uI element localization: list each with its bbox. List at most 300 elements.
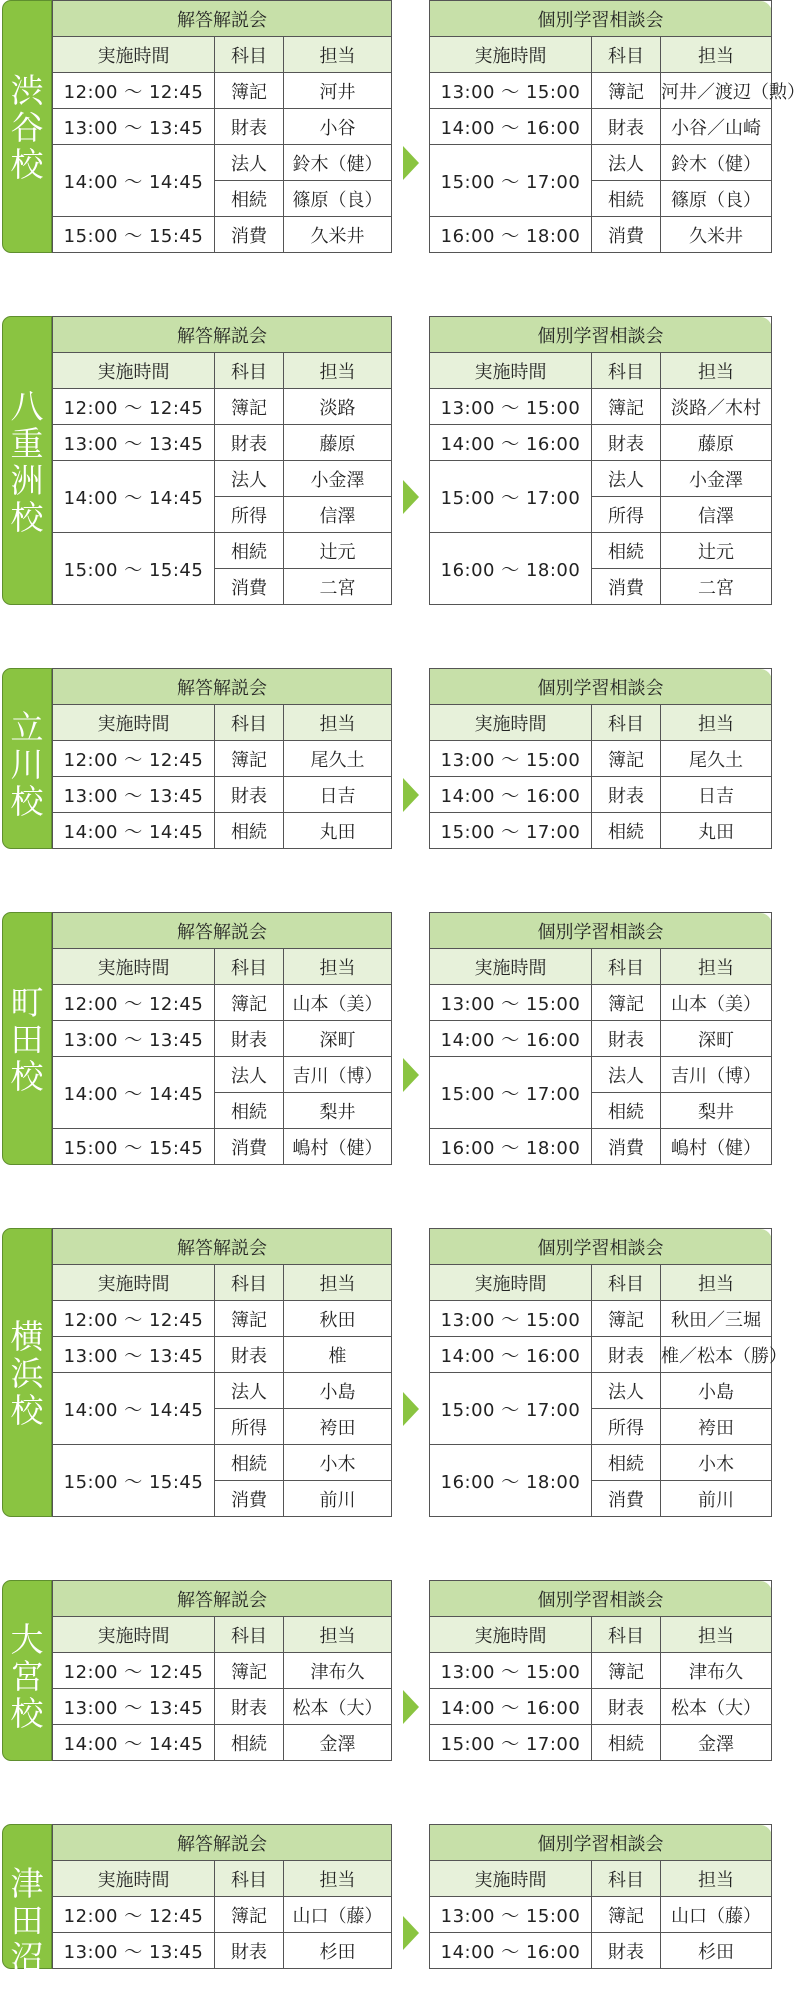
campus-name-char: 宮 — [10, 1657, 44, 1696]
time-slot: 13:00 ～ 15:00 — [430, 741, 592, 777]
table-row — [53, 1373, 392, 1409]
subject-cell: 消費 — [215, 217, 284, 253]
time-slot: 16:00 ～ 18:00 — [430, 533, 592, 605]
campus-name-char: 田 — [10, 1020, 44, 1059]
subject-cell: 簿記 — [592, 985, 661, 1021]
left-schedule-table — [52, 316, 392, 605]
campus-name-char: 校 — [10, 1391, 44, 1430]
staff-cell: 小島 — [284, 1373, 392, 1409]
header-subject: 科目 — [215, 1265, 284, 1301]
time-slot: 15:00 ～ 17:00 — [430, 145, 592, 217]
left-session-title: 解答解説会 — [53, 1229, 392, 1265]
staff-cell: 山口（藤） — [661, 1897, 772, 1933]
subject-cell: 法人 — [592, 1057, 661, 1093]
time-slot: 15:00 ～ 17:00 — [430, 461, 592, 533]
campus-name — [3, 1865, 51, 2013]
header-subject: 科目 — [215, 949, 284, 985]
campus-name-char: 校 — [10, 498, 44, 537]
subject-cell: 相続 — [215, 1445, 284, 1481]
campus-name-char: 校 — [10, 1057, 44, 1096]
header-row — [53, 1861, 392, 1897]
subject-cell: 相続 — [215, 533, 284, 569]
table-row — [430, 1373, 772, 1409]
header-time: 実施時間 — [430, 1617, 592, 1653]
arrow-right-icon — [403, 1058, 419, 1092]
campus-label-bar — [2, 0, 52, 253]
right-schedule-table — [429, 1228, 787, 1517]
arrow-right-icon — [403, 480, 419, 514]
table-row — [53, 1897, 392, 1933]
header-staff: 担当 — [284, 1617, 392, 1653]
staff-cell: 信澤 — [661, 497, 772, 533]
table-row — [430, 533, 772, 569]
staff-cell: 前川 — [284, 1481, 392, 1517]
table-row — [430, 1897, 772, 1933]
header-time: 実施時間 — [53, 1617, 215, 1653]
header-row — [53, 353, 392, 389]
staff-cell: 藤原 — [284, 425, 392, 461]
time-slot: 15:00 ～ 17:00 — [430, 1057, 592, 1129]
right-session-title: 個別学習相談会 — [430, 1581, 772, 1617]
time-slot: 13:00 ～ 15:00 — [430, 1897, 592, 1933]
campus-label-bar — [2, 316, 52, 605]
subject-cell: 消費 — [592, 569, 661, 605]
header-staff: 担当 — [284, 705, 392, 741]
time-slot: 15:00 ～ 17:00 — [430, 1373, 592, 1445]
subject-cell: 消費 — [592, 217, 661, 253]
left-session-title: 解答解説会 — [53, 317, 392, 353]
left-schedule-table — [52, 1824, 392, 1969]
table-row — [53, 109, 392, 145]
staff-cell: 山口（藤） — [284, 1897, 392, 1933]
table-row — [430, 777, 772, 813]
time-slot: 12:00 ～ 12:45 — [53, 1301, 215, 1337]
time-slot: 15:00 ～ 17:00 — [430, 813, 592, 849]
right-schedule-table — [429, 912, 772, 1165]
time-slot: 12:00 ～ 12:45 — [53, 1653, 215, 1689]
staff-cell: 梨井 — [284, 1093, 392, 1129]
table-row — [53, 217, 392, 253]
subject-cell: 簿記 — [592, 741, 661, 777]
header-subject: 科目 — [592, 705, 661, 741]
time-slot: 13:00 ～ 13:45 — [53, 1337, 215, 1373]
staff-cell: 嶋村（健） — [661, 1129, 772, 1165]
subject-cell: 簿記 — [215, 73, 284, 109]
right-session-title: 個別学習相談会 — [430, 669, 772, 705]
campus-name-char: 校 — [10, 782, 44, 821]
arrow-right-icon — [403, 1392, 419, 1426]
header-subject: 科目 — [215, 37, 284, 73]
time-slot: 12:00 ～ 12:45 — [53, 1897, 215, 1933]
header-time: 実施時間 — [53, 1265, 215, 1301]
staff-cell: 吉川（博） — [661, 1057, 772, 1093]
header-staff: 担当 — [284, 37, 392, 73]
header-staff: 担当 — [661, 1861, 772, 1897]
subject-cell: 相続 — [592, 533, 661, 569]
subject-cell: 財表 — [592, 425, 661, 461]
subject-cell: 財表 — [592, 1689, 661, 1725]
subject-cell: 消費 — [592, 1129, 661, 1165]
header-subject: 科目 — [592, 1861, 661, 1897]
time-slot: 14:00 ～ 16:00 — [430, 1933, 592, 1969]
table-row — [53, 1933, 392, 1969]
campus-name-char: 沼 — [10, 1938, 44, 1977]
subject-cell: 消費 — [215, 569, 284, 605]
table-row — [430, 1021, 772, 1057]
campus-name-char: 谷 — [10, 108, 44, 147]
time-slot: 14:00 ～ 16:00 — [430, 1337, 592, 1373]
campus-name-char: 田 — [10, 1901, 44, 1940]
campus-block — [0, 0, 805, 253]
subject-cell: 所得 — [215, 1409, 284, 1445]
subject-cell: 相続 — [215, 181, 284, 217]
header-time: 実施時間 — [430, 949, 592, 985]
subject-cell: 財表 — [215, 1021, 284, 1057]
staff-cell: 梨井 — [661, 1093, 772, 1129]
campus-name — [3, 72, 51, 183]
subject-cell: 簿記 — [592, 1301, 661, 1337]
right-schedule-table — [429, 0, 805, 253]
header-row — [53, 1617, 392, 1653]
time-slot: 13:00 ～ 15:00 — [430, 1301, 592, 1337]
campus-name-char: 校 — [10, 145, 44, 184]
staff-cell: 袴田 — [661, 1409, 772, 1445]
subject-cell: 法人 — [592, 145, 661, 181]
time-slot: 15:00 ～ 17:00 — [430, 1725, 592, 1761]
table-row — [430, 73, 772, 109]
staff-cell: 吉川（博） — [284, 1057, 392, 1093]
header-time: 実施時間 — [430, 37, 592, 73]
header-subject: 科目 — [215, 353, 284, 389]
subject-cell: 簿記 — [215, 741, 284, 777]
header-staff: 担当 — [661, 949, 772, 985]
staff-cell: 松本（大） — [661, 1689, 772, 1725]
campus-name — [3, 709, 51, 820]
table-row — [430, 1933, 772, 1969]
subject-cell: 法人 — [215, 145, 284, 181]
table-row — [53, 145, 392, 181]
time-slot: 13:00 ～ 13:45 — [53, 109, 215, 145]
time-slot: 15:00 ～ 15:45 — [53, 533, 215, 605]
right-session-title: 個別学習相談会 — [430, 913, 772, 949]
right-schedule-table — [429, 1580, 772, 1761]
staff-cell: 鈴木（健） — [284, 145, 392, 181]
header-subject: 科目 — [592, 1617, 661, 1653]
header-row — [430, 705, 772, 741]
staff-cell: 尾久土 — [284, 741, 392, 777]
time-slot: 15:00 ～ 15:45 — [53, 1445, 215, 1517]
staff-cell: 篠原（良） — [661, 181, 772, 217]
header-row — [53, 37, 392, 73]
campus-name-char: 町 — [10, 983, 44, 1022]
staff-cell: 久米井 — [661, 217, 772, 253]
campus-block — [0, 1580, 775, 1761]
time-slot: 12:00 ～ 12:45 — [53, 985, 215, 1021]
table-row — [53, 1445, 392, 1481]
table-row — [53, 813, 392, 849]
time-slot: 13:00 ～ 15:00 — [430, 73, 592, 109]
staff-cell: 杉田 — [661, 1933, 772, 1969]
campus-name — [3, 388, 51, 536]
subject-cell: 財表 — [215, 1689, 284, 1725]
left-schedule-table — [52, 1228, 392, 1517]
time-slot: 14:00 ～ 14:45 — [53, 145, 215, 217]
table-row — [430, 1689, 772, 1725]
staff-cell: 深町 — [661, 1021, 772, 1057]
header-subject: 科目 — [592, 37, 661, 73]
staff-cell: 丸田 — [284, 813, 392, 849]
staff-cell: 小金澤 — [284, 461, 392, 497]
subject-cell: 所得 — [592, 1409, 661, 1445]
subject-cell: 消費 — [215, 1129, 284, 1165]
time-slot: 14:00 ～ 14:45 — [53, 461, 215, 533]
table-row — [53, 1725, 392, 1761]
campus-name-char: 校 — [10, 1694, 44, 1733]
left-schedule-table — [52, 1580, 392, 1761]
right-session-title: 個別学習相談会 — [430, 1825, 772, 1861]
table-row — [430, 109, 772, 145]
header-row — [430, 1861, 772, 1897]
table-row — [53, 985, 392, 1021]
subject-cell: 財表 — [215, 1933, 284, 1969]
campus-block — [0, 668, 775, 849]
right-schedule-table — [429, 316, 772, 605]
staff-cell: 前川 — [661, 1481, 772, 1517]
table-row — [430, 145, 772, 181]
table-row — [53, 777, 392, 813]
staff-cell: 小谷／山崎 — [661, 109, 772, 145]
arrow-right-icon — [403, 1916, 419, 1950]
time-slot: 12:00 ～ 12:45 — [53, 741, 215, 777]
header-staff: 担当 — [661, 705, 772, 741]
subject-cell: 法人 — [215, 461, 284, 497]
subject-cell: 財表 — [592, 777, 661, 813]
header-staff: 担当 — [661, 37, 772, 73]
time-slot: 13:00 ～ 15:00 — [430, 389, 592, 425]
subject-cell: 財表 — [592, 1933, 661, 1969]
time-slot: 16:00 ～ 18:00 — [430, 1129, 592, 1165]
header-staff: 担当 — [284, 1861, 392, 1897]
right-schedule-table — [429, 668, 772, 849]
subject-cell: 相続 — [592, 813, 661, 849]
staff-cell: 尾久土 — [661, 741, 772, 777]
table-row — [430, 1129, 772, 1165]
staff-cell: 金澤 — [661, 1725, 772, 1761]
header-row — [430, 37, 772, 73]
campus-name — [3, 1621, 51, 1732]
header-subject: 科目 — [592, 949, 661, 985]
header-time: 実施時間 — [53, 353, 215, 389]
staff-cell: 辻元 — [661, 533, 772, 569]
time-slot: 15:00 ～ 15:45 — [53, 1129, 215, 1165]
header-time: 実施時間 — [430, 1265, 592, 1301]
left-session-title: 解答解説会 — [53, 913, 392, 949]
table-row — [430, 1725, 772, 1761]
table-row — [53, 1129, 392, 1165]
header-row — [53, 949, 392, 985]
time-slot: 13:00 ～ 15:00 — [430, 1653, 592, 1689]
left-session-title: 解答解説会 — [53, 1, 392, 37]
time-slot: 16:00 ～ 18:00 — [430, 1445, 592, 1517]
table-row — [53, 1689, 392, 1725]
right-session-title: 個別学習相談会 — [430, 1229, 772, 1265]
staff-cell: 鈴木（健） — [661, 145, 772, 181]
subject-cell: 簿記 — [215, 1897, 284, 1933]
time-slot: 13:00 ～ 13:45 — [53, 1021, 215, 1057]
staff-cell: 小谷 — [284, 109, 392, 145]
staff-cell: 淡路／木村 — [661, 389, 772, 425]
campus-name-char: 立 — [10, 708, 44, 747]
table-row — [53, 1653, 392, 1689]
staff-cell: 二宮 — [661, 569, 772, 605]
arrow-right-icon — [403, 146, 419, 180]
table-row — [53, 73, 392, 109]
staff-cell: 杉田 — [284, 1933, 392, 1969]
header-staff: 担当 — [284, 1265, 392, 1301]
right-schedule-table — [429, 1824, 772, 1969]
table-row — [53, 425, 392, 461]
time-slot: 13:00 ～ 13:45 — [53, 1689, 215, 1725]
table-row — [53, 741, 392, 777]
time-slot: 13:00 ～ 15:00 — [430, 985, 592, 1021]
campus-name-char: 津 — [10, 1864, 44, 1903]
staff-cell: 河井／渡辺（勲） — [661, 73, 772, 109]
staff-cell: 小木 — [661, 1445, 772, 1481]
header-time: 実施時間 — [53, 705, 215, 741]
table-row — [430, 1653, 772, 1689]
header-time: 実施時間 — [430, 353, 592, 389]
left-session-title: 解答解説会 — [53, 1825, 392, 1861]
subject-cell: 簿記 — [592, 1897, 661, 1933]
subject-cell: 簿記 — [592, 1653, 661, 1689]
subject-cell: 相続 — [592, 1093, 661, 1129]
header-time: 実施時間 — [430, 1861, 592, 1897]
subject-cell: 所得 — [215, 497, 284, 533]
time-slot: 14:00 ～ 16:00 — [430, 777, 592, 813]
table-row — [430, 217, 772, 253]
right-session-title: 個別学習相談会 — [430, 1, 772, 37]
subject-cell: 財表 — [215, 425, 284, 461]
header-staff: 担当 — [284, 949, 392, 985]
subject-cell: 簿記 — [215, 389, 284, 425]
subject-cell: 法人 — [215, 1373, 284, 1409]
header-row — [430, 949, 772, 985]
table-row — [430, 1337, 772, 1373]
campus-label-bar — [2, 1228, 52, 1517]
time-slot: 15:00 ～ 15:45 — [53, 217, 215, 253]
subject-cell: 消費 — [215, 1481, 284, 1517]
staff-cell: 河井 — [284, 73, 392, 109]
time-slot: 14:00 ～ 14:45 — [53, 1373, 215, 1445]
staff-cell: 小金澤 — [661, 461, 772, 497]
campus-name-char: 浜 — [10, 1354, 44, 1393]
time-slot: 13:00 ～ 13:45 — [53, 425, 215, 461]
time-slot: 14:00 ～ 14:45 — [53, 1725, 215, 1761]
header-subject: 科目 — [215, 1617, 284, 1653]
staff-cell: 山本（美） — [284, 985, 392, 1021]
subject-cell: 簿記 — [215, 1653, 284, 1689]
table-row — [53, 1057, 392, 1093]
staff-cell: 篠原（良） — [284, 181, 392, 217]
subject-cell: 簿記 — [215, 1301, 284, 1337]
left-schedule-table — [52, 912, 392, 1165]
campus-label-bar — [2, 912, 52, 1165]
header-time: 実施時間 — [53, 1861, 215, 1897]
table-row — [53, 461, 392, 497]
subject-cell: 簿記 — [215, 985, 284, 1021]
staff-cell: 袴田 — [284, 1409, 392, 1445]
header-subject: 科目 — [215, 1861, 284, 1897]
table-row — [430, 985, 772, 1021]
time-slot: 14:00 ～ 16:00 — [430, 1689, 592, 1725]
subject-cell: 相続 — [592, 181, 661, 217]
staff-cell: 淡路 — [284, 389, 392, 425]
subject-cell: 財表 — [215, 109, 284, 145]
staff-cell: 小木 — [284, 1445, 392, 1481]
subject-cell: 簿記 — [592, 389, 661, 425]
staff-cell: 日吉 — [661, 777, 772, 813]
subject-cell: 財表 — [592, 1337, 661, 1373]
campus-name-char: 八 — [10, 387, 44, 426]
staff-cell: 小島 — [661, 1373, 772, 1409]
time-slot: 16:00 ～ 18:00 — [430, 217, 592, 253]
time-slot: 13:00 ～ 13:45 — [53, 1933, 215, 1969]
table-row — [53, 533, 392, 569]
staff-cell: 椎／松本（勝） — [661, 1337, 772, 1373]
left-session-title: 解答解説会 — [53, 1581, 392, 1617]
staff-cell: 秋田／三堀 — [661, 1301, 772, 1337]
left-schedule-table — [52, 0, 392, 253]
table-row — [53, 1021, 392, 1057]
time-slot: 12:00 ～ 12:45 — [53, 389, 215, 425]
staff-cell: 松本（大） — [284, 1689, 392, 1725]
campus-name — [3, 984, 51, 1095]
time-slot: 14:00 ～ 16:00 — [430, 1021, 592, 1057]
campus-label-bar — [2, 668, 52, 849]
table-row — [430, 1445, 772, 1481]
subject-cell: 法人 — [215, 1057, 284, 1093]
table-row — [53, 1337, 392, 1373]
staff-cell: 金澤 — [284, 1725, 392, 1761]
campus-block — [0, 1228, 787, 1517]
campus-label-bar — [2, 1580, 52, 1761]
staff-cell: 秋田 — [284, 1301, 392, 1337]
staff-cell: 津布久 — [284, 1653, 392, 1689]
staff-cell: 藤原 — [661, 425, 772, 461]
staff-cell: 久米井 — [284, 217, 392, 253]
header-row — [430, 1617, 772, 1653]
subject-cell: 財表 — [215, 777, 284, 813]
campus-name-char: 大 — [10, 1620, 44, 1659]
header-staff: 担当 — [661, 1617, 772, 1653]
arrow-right-icon — [403, 778, 419, 812]
header-row — [53, 1265, 392, 1301]
header-staff: 担当 — [661, 1265, 772, 1301]
header-row — [430, 1265, 772, 1301]
header-subject: 科目 — [592, 353, 661, 389]
staff-cell: 嶋村（健） — [284, 1129, 392, 1165]
subject-cell: 相続 — [215, 1725, 284, 1761]
subject-cell: 財表 — [592, 109, 661, 145]
header-row — [53, 705, 392, 741]
arrow-right-icon — [403, 1690, 419, 1724]
campus-block — [0, 316, 775, 605]
campus-block — [0, 912, 775, 1165]
campus-name — [3, 1318, 51, 1429]
staff-cell: 日吉 — [284, 777, 392, 813]
header-staff: 担当 — [661, 353, 772, 389]
right-session-title: 個別学習相談会 — [430, 317, 772, 353]
